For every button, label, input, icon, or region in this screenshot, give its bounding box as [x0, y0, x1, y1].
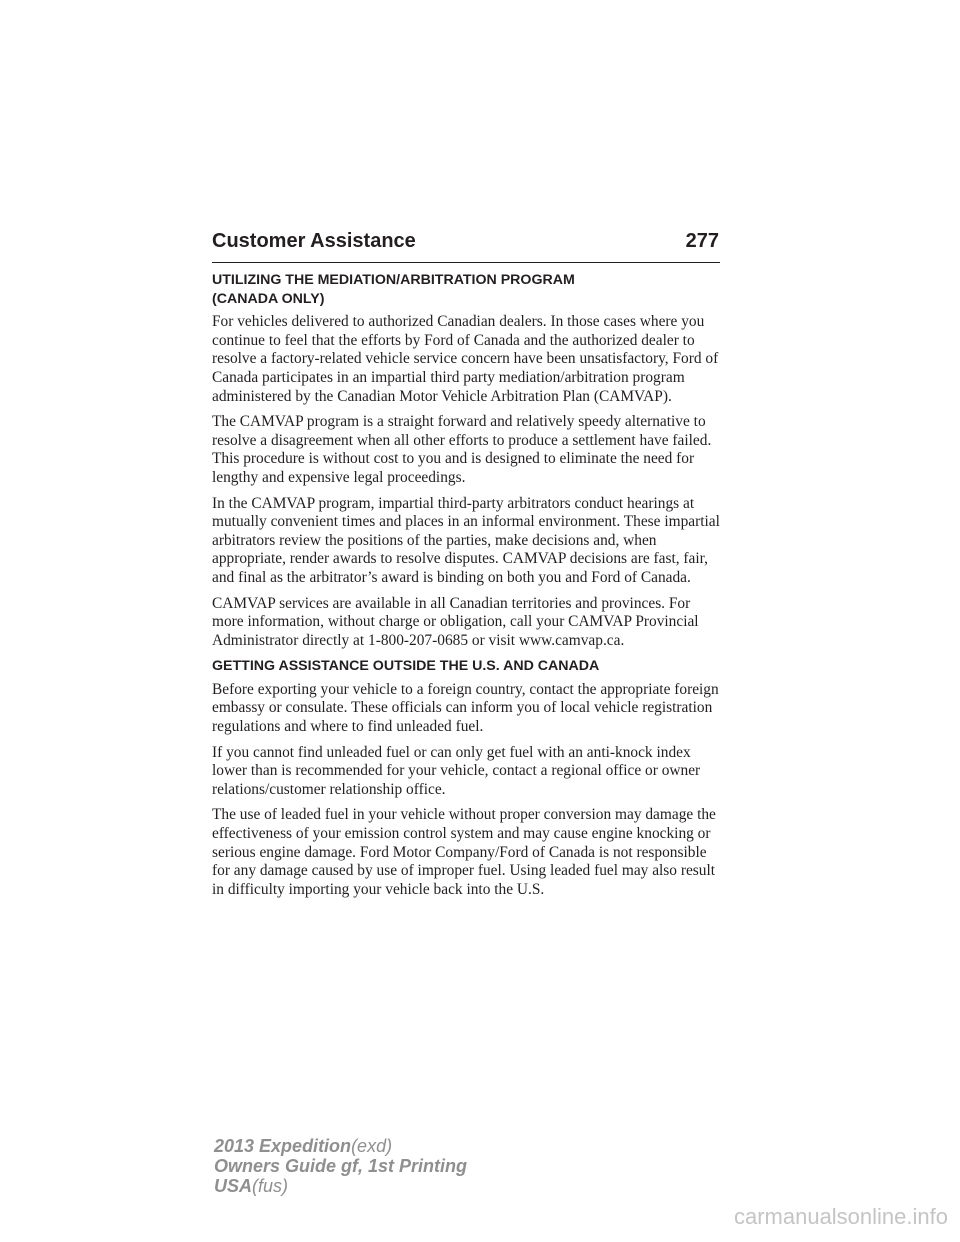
- page-number: 277: [685, 230, 719, 252]
- heading-line: (CANADA ONLY): [212, 290, 325, 307]
- paragraph: Before exporting your vehicle to a foreign country, contact the appropriate foreign embassy or consulate. These officials can inform you of local vehicle registration regulations and where to find unleaded fuel.: [212, 680, 719, 736]
- footer-line-3: [214, 1176, 467, 1196]
- footer-market: USA: [214, 1176, 253, 1196]
- paragraph: The use of leaded fuel in your vehicle without proper conversion may damage the effectiveness of your emission control system and may cause engine knocking or serious engine damage. Ford Motor Company/Ford of Canada is not responsible for any damage caused by use of improper fuel. Using leaded fuel may also result in difficulty importing your vehicle back into the U.S.: [212, 806, 716, 898]
- section-title: Customer Assistance: [212, 230, 416, 252]
- paragraph: For vehicles delivered to authorized Canadian dealers. In those cases where you continue to feel that the efforts by Ford of Canada and the authorized dealer to resolve a factory-related vehicle service concern have been unsatisfactory, Ford of Canada participates in an impartial third party mediation/arbitration program administered by the Canadian Motor Vehicle Arbitration Plan (CAMVAP).: [212, 313, 719, 405]
- footer-line-1: [214, 1136, 467, 1156]
- print-footer: [214, 1136, 467, 1196]
- paragraph: If you cannot find unleaded fuel or can only get fuel with an anti-knock index lower than is recommended for your vehicle, contact a regional office or owner relations/customer relationship office.: [212, 743, 701, 798]
- footer-model: 2013 Expedition: [214, 1136, 352, 1156]
- page-content: [212, 271, 722, 906]
- watermark: carmanualsonline.info: [733, 1204, 948, 1229]
- footer-line-2: Owners Guide gf, 1st Printing: [214, 1156, 468, 1176]
- paragraph: CAMVAP services are available in all Canadian territories and provinces. For more information, without charge or obligation, call your CAMVAP Provincial Administrator directly at 1-800-207-0685 or visit www.camvap.ca.: [212, 594, 699, 649]
- footer-model-code: (exd): [351, 1136, 393, 1156]
- paragraph: The CAMVAP program is a straight forward and relatively speedy alternative to resolve a disagreement when all other efforts to produce a settlement have failed. This procedure is without cost to you and is designed to eliminate the need for lengthy and expensive legal proceedings.: [212, 413, 712, 486]
- heading-mediation-arbitration: [212, 271, 722, 308]
- paragraph: In the CAMVAP program, impartial third-party arbitrators conduct hearings at mutually convenient times and places in an informal environment. These impartial arbitrators review the positions of the parties, make decisions and, when appropriate, render awards to resolve disputes. CAMVAP decisions are fast, fair, and final as the arbitrator’s award is binding on both you and Ford of Canada.: [212, 494, 720, 586]
- heading-outside-us-canada: GETTING ASSISTANCE OUTSIDE THE U.S. AND CANADA: [212, 658, 600, 675]
- footer-market-code: (fus): [252, 1176, 289, 1196]
- heading-line: UTILIZING THE MEDIATION/ARBITRATION PROGRAM: [212, 272, 575, 288]
